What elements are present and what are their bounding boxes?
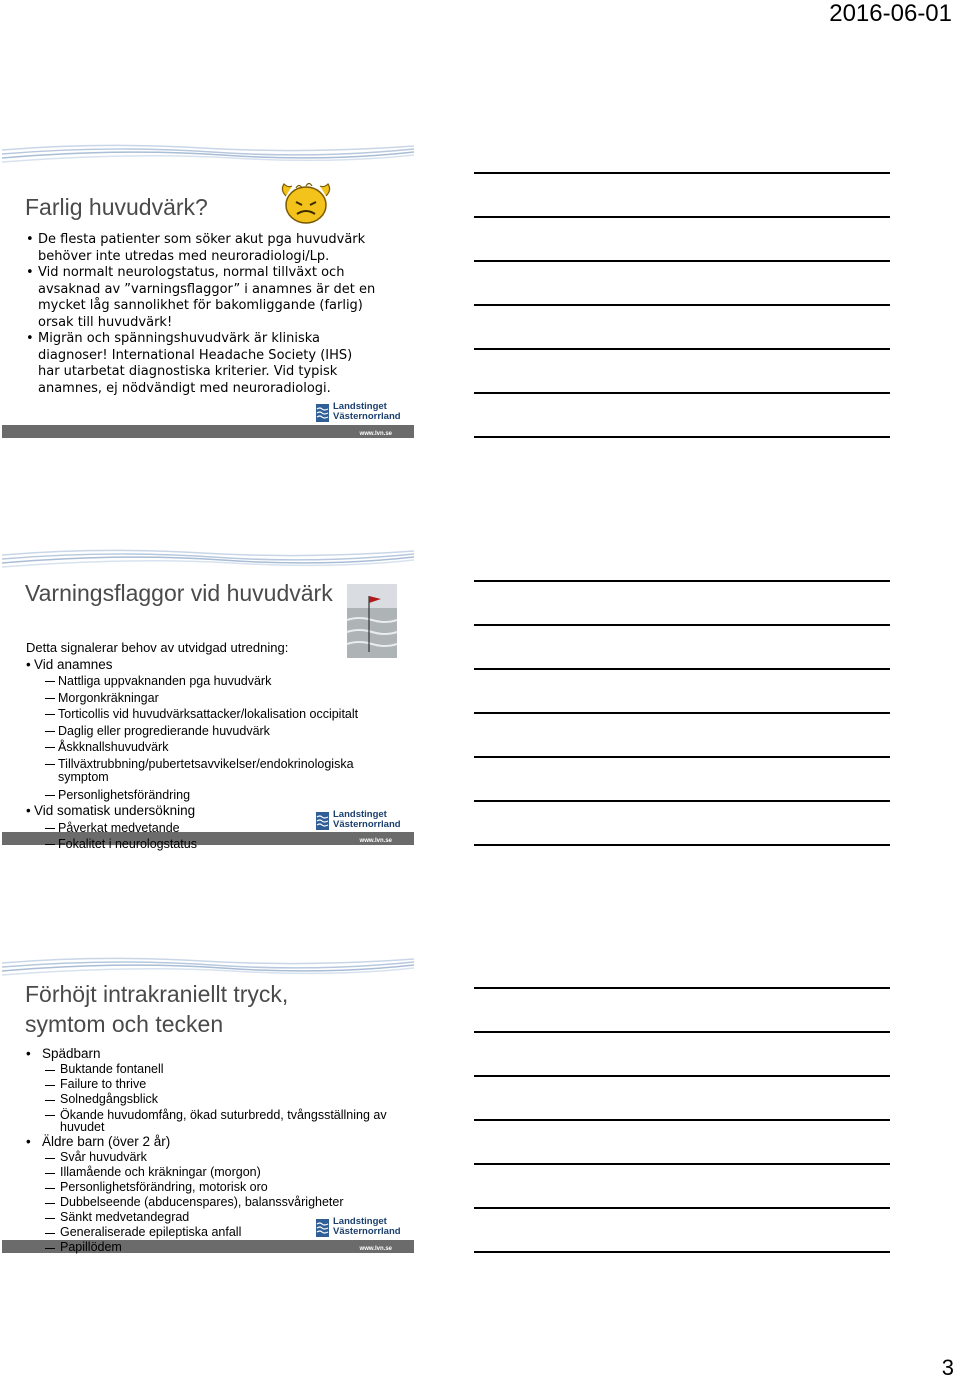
wave-decoration xyxy=(2,545,414,575)
logo-mark-icon xyxy=(316,404,329,422)
logo-mark-icon xyxy=(316,1219,329,1237)
page-date: 2016-06-01 xyxy=(829,0,952,27)
list-item: Dubbelseende (abducenspares), balanssvårigheter xyxy=(26,1195,396,1210)
landstinget-logo xyxy=(316,1216,401,1239)
list-item: Påverkat medvetande xyxy=(26,820,396,837)
list-item: Generaliserade epileptiska anfall xyxy=(26,1225,396,1240)
list-item: Ökande huvudomfång, ökad suturbredd, tvångsställning av huvudet xyxy=(26,1107,396,1133)
list-item: Papillödem xyxy=(26,1240,396,1255)
list-item: Torticollis vid huvudvärksattacker/lokalisation occipitalt xyxy=(26,706,396,723)
list-item: Svår huvudvärk xyxy=(26,1150,396,1165)
list-item: Nattliga uppvaknanden pga huvudvärk xyxy=(26,673,396,690)
list-item: Daglig eller progredierande huvudvärk xyxy=(26,723,396,740)
list-item: Morgonkräkningar xyxy=(26,690,396,707)
group-label: • Vid anamnes xyxy=(26,657,396,674)
logo-text: Landstinget Västernorrland xyxy=(333,1216,401,1237)
slide-2-intro: Detta signalerar behov av utvidgad utredning: xyxy=(26,640,289,655)
logo-text: Landstinget Västernorrland xyxy=(333,809,401,830)
list-item: Personlighetsförändring xyxy=(26,787,396,804)
slide-3-title-line1: Förhöjt intrakraniellt tryck, xyxy=(25,981,289,1007)
list-item: Tillväxtrubbning/pubertetsavvikelser/endokrinologiska symptom xyxy=(26,756,396,787)
group-label: • Spädbarn xyxy=(26,1045,396,1062)
logo-text: Landstinget Västernorrland xyxy=(333,401,401,422)
slide-url: www.lvn.se xyxy=(359,1246,392,1252)
logo-mark-icon xyxy=(316,812,329,830)
list-item: Fokalitet i neurologstatus xyxy=(26,836,396,853)
list-item: Solnedgångsblick xyxy=(26,1092,396,1107)
group-label: • Äldre barn (över 2 år) xyxy=(26,1133,396,1150)
slide-footer-bar xyxy=(2,425,414,438)
slide-3-title-line2: symtom och tecken xyxy=(25,1011,224,1037)
landstinget-logo xyxy=(316,809,401,832)
list-item: • De flesta patienter som söker akut pga huvudvärk behöver inte utredas med neuroradiologi/Lp. xyxy=(26,232,376,265)
slide-url: www.lvn.se xyxy=(359,838,392,844)
slide-1-list xyxy=(26,232,376,397)
slide-1-title: Farlig huvudvärk? xyxy=(25,194,208,220)
page-number: 3 xyxy=(941,1355,954,1380)
list-item: • Migrän och spänningshuvudvärk är kliniska diagnoser! International Headache Society (IHS) har utarbetat diagnostiska kriterier. Vid typisk anamnes, ej nödvändigt med neuroradiologi. xyxy=(26,331,376,397)
slide-url: www.lvn.se xyxy=(359,431,392,437)
headache-smiley-icon xyxy=(276,180,336,226)
list-item: Personlighetsförändring, motorisk oro xyxy=(26,1180,396,1195)
list-item: • Vid normalt neurologstatus, normal tillväxt och avsaknad av ”varningsflaggor” i anamnes är det en mycket låg sannolikhet för bakomliggande (farlig) orsak till huvudvärk! xyxy=(26,265,376,331)
slide-2-title: Varningsflaggor vid huvudvärk xyxy=(25,580,333,606)
group-label: • Vid somatisk undersökning xyxy=(26,803,396,820)
list-item: Åskknallshuvudvärk xyxy=(26,739,396,756)
wave-decoration xyxy=(2,140,414,170)
list-item: Failure to thrive xyxy=(26,1077,396,1092)
list-item: Illamående och kräkningar (morgon) xyxy=(26,1165,396,1180)
list-item: Buktande fontanell xyxy=(26,1062,396,1077)
list-item: Sänkt medvetandegrad xyxy=(26,1210,396,1225)
landstinget-logo xyxy=(316,401,401,424)
